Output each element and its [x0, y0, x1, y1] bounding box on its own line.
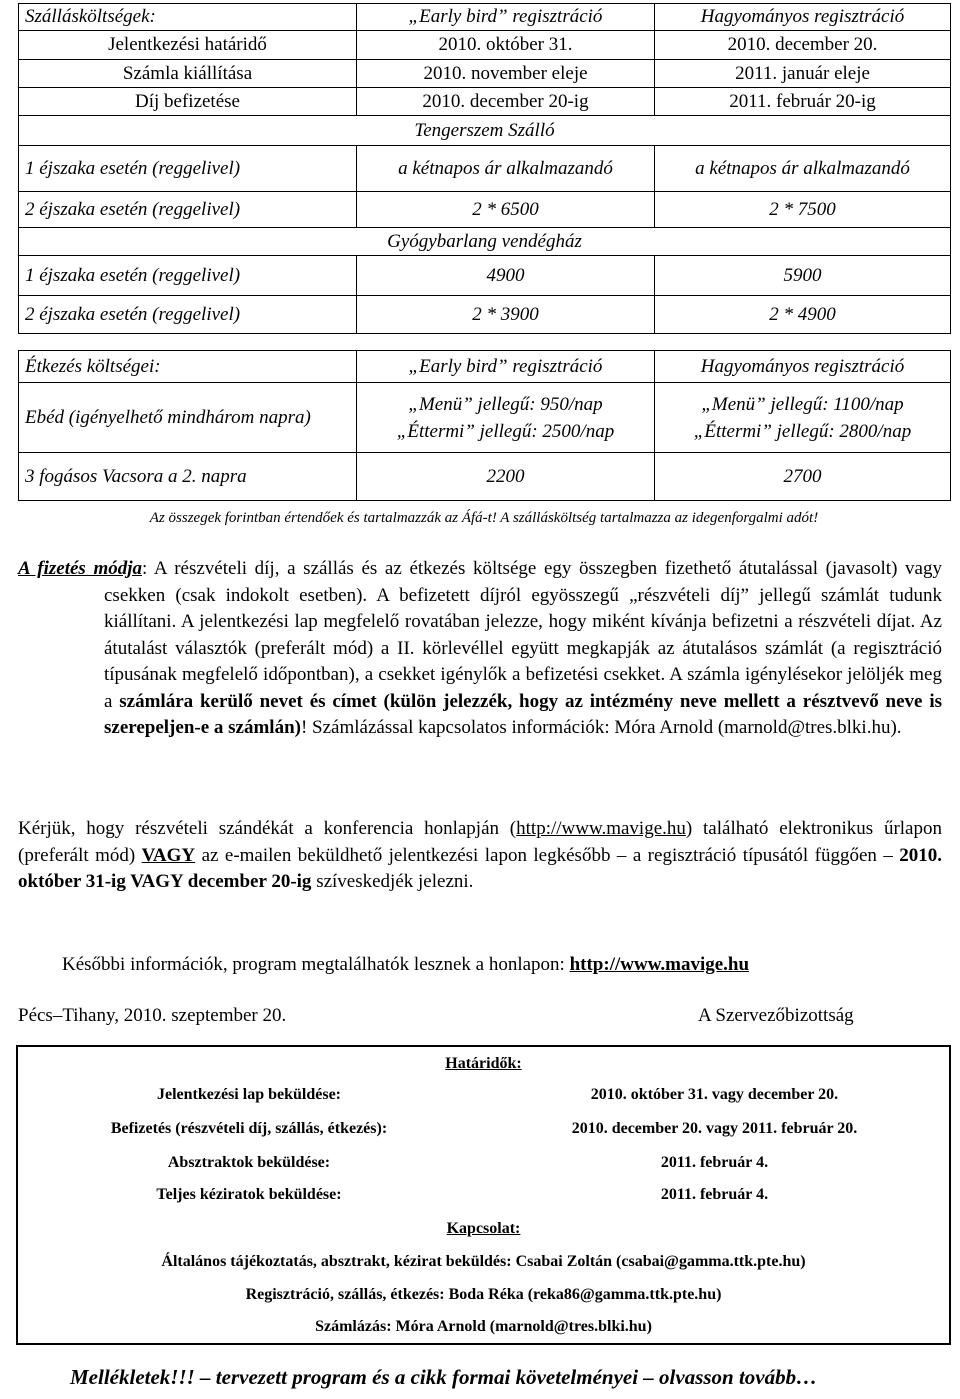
row-regular: 2011. február 20-ig — [655, 88, 951, 116]
lodging-header-early: „Early bird” regisztráció — [357, 4, 655, 31]
row-label: 2 éjszaka esetén (reggelivel) — [19, 296, 357, 334]
deadline-label: Teljes kéziratok beküldése: — [156, 1186, 342, 1203]
row-regular: a kétnapos ár alkalmazandó — [655, 146, 951, 192]
dinner-label: 3 fogásos Vacsora a 2. napra — [19, 453, 357, 501]
row-regular: 2 * 7500 — [655, 192, 951, 228]
deadline-label: Befizetés (részvételi díj, szállás, étkezés): — [110, 1120, 388, 1137]
row-early: 2010. november eleje — [357, 60, 655, 88]
lunch-label: Ebéd (igényelhető mindhárom napra) — [19, 383, 357, 453]
hotel-heading-row — [19, 116, 951, 146]
lunch-early — [357, 383, 655, 453]
deadline-value: 2010. december 20. vagy 2011. február 20. — [571, 1120, 858, 1137]
meal-header-early: „Early bird” regisztráció — [357, 351, 655, 383]
row-regular: 2011. január eleje — [655, 60, 951, 88]
later-link[interactable]: http://www.mavige.hu — [569, 954, 750, 975]
later-info — [62, 952, 942, 979]
row-early: 4900 — [357, 256, 655, 296]
request-text-2: ) található elektronikus űrlapon (preferált mód) — [18, 818, 942, 866]
row-regular: 5900 — [655, 256, 951, 296]
row-label: Számla kiállítása — [19, 60, 357, 88]
contact-title — [18, 1220, 949, 1238]
contact-line: Általános tájékoztatás, absztrakt, kézirat beküldés: Csabai Zoltán (csabai@gamma.ttk.pte.hu) — [161, 1253, 806, 1270]
request-text-4: szíveskedjék jelezni. — [311, 871, 474, 892]
lodging-cost-table — [18, 3, 951, 334]
deadline-value: 2011. február 4. — [660, 1186, 769, 1203]
deadline-label: Jelentkezési lap beküldése: — [157, 1086, 341, 1103]
table-row — [19, 453, 951, 501]
row-regular: 2 * 4900 — [655, 296, 951, 334]
payment-paragraph — [18, 556, 942, 742]
row-early: 2010. október 31. — [357, 31, 655, 60]
hotel-heading-row — [19, 228, 951, 256]
deadlines-title-text: Határidők: — [445, 1055, 522, 1072]
table-row — [19, 31, 951, 60]
lodging-header-row — [19, 4, 951, 31]
lunch-regular-restaurant: „Éttermi” jellegű: 2800/nap — [693, 420, 912, 442]
later-text: Későbbi információk, program megtalálhatók lesznek a honlapon: — [62, 954, 570, 975]
vagy-text: VAGY — [141, 844, 196, 866]
lunch-early-restaurant: „Éttermi” jellegű: 2500/nap — [396, 420, 615, 442]
request-text-1: Kérjük, hogy részvételi szándékát a konferencia honlapján ( — [18, 818, 517, 839]
row-label: 2 éjszaka esetén (reggelivel) — [19, 192, 357, 228]
lunch-regular-menu: „Menü” jellegű: 1100/nap — [701, 393, 904, 415]
meal-cost-table — [18, 350, 951, 501]
row-early: 2 * 6500 — [357, 192, 655, 228]
dinner-early: 2200 — [357, 453, 655, 501]
row-label: Jelentkezési határidő — [19, 31, 357, 60]
row-label: Díj befizetése — [19, 88, 357, 116]
table-row — [19, 256, 951, 296]
table-row — [19, 88, 951, 116]
request-text-3: az e-mailen beküldhető jelentkezési lapon legkésőbb – a regisztráció típusától függően – — [195, 844, 900, 866]
contact-line: Számlázás: Móra Arnold (marnold@tres.blki.hu) — [315, 1318, 652, 1335]
row-label: 1 éjszaka esetén (reggelivel) — [19, 146, 357, 192]
meal-header-row — [19, 351, 951, 383]
deadline-label: Absztraktok beküldése: — [167, 1154, 331, 1171]
meal-header-regular: Hagyományos regisztráció — [655, 351, 951, 383]
row-label: 1 éjszaka esetén (reggelivel) — [19, 256, 357, 296]
payment-lead: A fizetés módja — [18, 558, 143, 579]
payment-bold: számlára kerülő nevet és címet (külön jelezzék, hogy az intézmény neve mellett a résztvevő neve is szerepeljen-e a számlán) — [104, 690, 942, 738]
contact-title-text: Kapcsolat: — [446, 1220, 521, 1237]
request-deadline: 2010. október 31-ig VAGY december 20-ig — [18, 844, 942, 892]
place-date: Pécs–Tihany, 2010. szeptember 20. — [18, 1005, 287, 1026]
price-note: Az összegek forintban értendőek és tartalmazzák az Áfá-t! A szállásköltség tartalmazza az idegenforgalmi adót! — [149, 510, 819, 526]
row-early: 2 * 3900 — [357, 296, 655, 334]
payment-text-2: ! Számlázással kapcsolatos információk: Móra Arnold (marnold@tres.blki.hu). — [300, 717, 902, 738]
table-row — [19, 192, 951, 228]
table-row — [19, 146, 951, 192]
lunch-early-menu: „Menü” jellegű: 950/nap — [408, 393, 603, 415]
table-row — [19, 383, 951, 453]
row-regular: 2010. december 20. — [655, 31, 951, 60]
committee-signature: A Szervezőbizottság — [698, 1005, 854, 1026]
deadline-value: 2010. október 31. vagy december 20. — [590, 1086, 839, 1103]
row-early: 2010. december 20-ig — [357, 88, 655, 116]
dinner-regular: 2700 — [655, 453, 951, 501]
deadlines-box — [16, 1045, 951, 1345]
request-paragraph — [18, 816, 942, 896]
hotel-name-gyogybarlang: Gyógybarlang vendégház — [19, 228, 951, 256]
row-early: a kétnapos ár alkalmazandó — [357, 146, 655, 192]
lunch-regular — [655, 383, 951, 453]
meal-header-label: Étkezés költségei: — [19, 351, 357, 383]
payment-text-1: : A részvételi díj, a szállás és az étkezés költsége egy összegben fizethető átutalással (javasolt) vagy csekken (csak indokolt esetben). A befizetett díjról egyösszegű „részvételi díj” jellegű számlát tudunk kiállítani. A jelentkezési lap megfelelő rovatában jelezze, hogy miként kívánja befizetni a részvételi díjat. Az átutalást választók (preferált mód) a II. körlevéllel együtt megkapják az átutalásos számlát (a regisztráció típusának megfelelő időpontban), a csekket igénylők a befizetési csekket. A számla igénylésekor jelöljék meg a — [104, 558, 942, 712]
website-link[interactable]: http://www.mavige.hu — [516, 818, 686, 839]
lodging-header-label: Szállásköltségek: — [19, 4, 357, 31]
contact-line: Regisztráció, szállás, étkezés: Boda Réka (reka86@gamma.ttk.pte.hu) — [245, 1286, 722, 1303]
lodging-header-regular: Hagyományos regisztráció — [655, 4, 951, 31]
deadline-value: 2011. február 4. — [660, 1154, 769, 1171]
table-row — [19, 296, 951, 334]
hotel-name-tengerszem: Tengerszem Szálló — [19, 116, 951, 146]
deadlines-title — [18, 1055, 949, 1073]
attachments-link[interactable]: Mellékletek!!! – tervezett program és a cikk formai követelményei – olvasson tovább… — [70, 1365, 818, 1389]
table-row — [19, 60, 951, 88]
